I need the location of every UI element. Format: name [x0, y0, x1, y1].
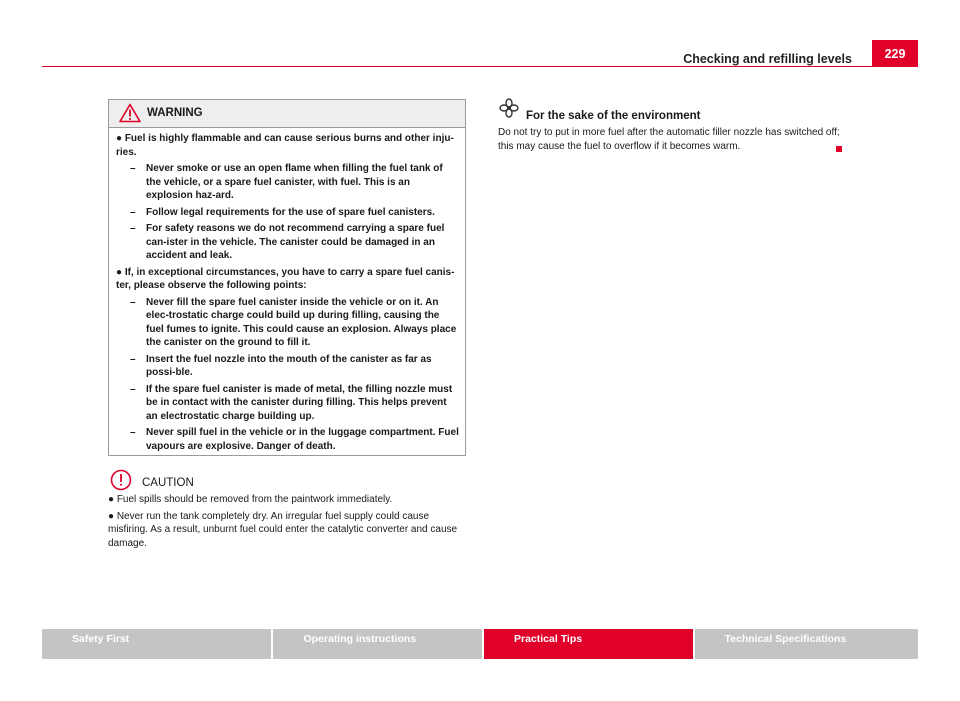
warning-subitem — [116, 162, 459, 203]
caution-body — [108, 493, 468, 553]
environment-text: Do not try to put in more fuel after the automatic filler nozzle has switched off; this may cause the fuel to overflow if it becomes warm. — [498, 127, 840, 152]
warning-subitem — [116, 383, 459, 424]
warning-header — [109, 100, 465, 128]
section-title: Checking and refilling levels — [683, 52, 852, 66]
dash-marker: – — [130, 427, 136, 438]
warning-item-text: For safety reasons we do not recommend carrying a spare fuel can-ister in the vehicle. The canister could be damaged in an accident and leak. — [146, 223, 445, 261]
page-number: 229 — [872, 40, 918, 67]
section-end-marker — [836, 146, 842, 152]
exclamation-circle-icon — [110, 469, 132, 491]
warning-item — [116, 132, 459, 159]
warning-item-text: Insert the fuel nozzle into the mouth of the canister as far as possi-ble. — [146, 353, 432, 378]
environment-title: For the sake of the environment — [526, 110, 701, 122]
warning-subitem — [116, 296, 459, 350]
warning-subitem — [116, 222, 459, 263]
warning-box — [108, 99, 466, 456]
caution-item-text: Fuel spills should be removed from the paintwork immediately. — [116, 494, 393, 505]
warning-title: WARNING — [147, 107, 203, 119]
flower-icon — [499, 98, 519, 118]
warning-item-text: Fuel is highly flammable and can cause serious burns and other inju-ries. — [116, 133, 454, 158]
header-rule — [42, 66, 918, 67]
dash-marker: – — [130, 296, 136, 308]
caution-title: CAUTION — [142, 477, 194, 489]
warning-item-text: Follow legal requirements for the use of spare fuel canisters. — [146, 206, 435, 218]
warning-item-text: If, in exceptional circumstances, you have to carry a spare fuel canis-ter, please observe the following points: — [116, 266, 455, 291]
warning-item-text: If the spare fuel canister is made of metal, the filling nozzle must be in contact with the canister during filling. This helps prevent an electrostatic charge building up. — [146, 383, 453, 422]
warning-subitem — [116, 426, 459, 453]
warning-body — [109, 128, 465, 453]
dash-marker: – — [130, 383, 136, 395]
footer-tab-practical-tips[interactable]: Practical Tips — [484, 629, 693, 659]
caution-item — [108, 493, 468, 507]
dash-marker: – — [130, 206, 136, 218]
dash-marker: – — [130, 353, 136, 365]
dash-marker: – — [130, 163, 136, 174]
footer-nav — [42, 629, 918, 659]
bullet-marker: ● — [116, 266, 125, 278]
caution-item-text: Never run the tank completely dry. An irregular fuel supply could cause misfiring. As a result, unburnt fuel could enter the catalytic converter and cause damage. — [108, 510, 458, 549]
footer-tab-operating-instructions[interactable]: Operating instructions — [273, 629, 482, 659]
bullet-marker: ● — [108, 510, 117, 522]
warning-subitem — [116, 353, 459, 380]
bullet-marker: ● — [108, 494, 117, 505]
warning-item-text: Never fill the spare fuel canister inside the vehicle or on it. An elec-trostatic charge could build up during filling, causing the fuel fumes to ignite. This could cause an explosion. Always place the canister on the ground to fill it. — [146, 296, 457, 348]
dash-marker: – — [130, 223, 136, 234]
warning-triangle-icon — [119, 103, 141, 123]
footer-tab-technical-specifications[interactable]: Technical Specifications — [695, 629, 918, 659]
warning-subitem — [116, 206, 459, 220]
bullet-marker: ● — [116, 133, 125, 144]
warning-item-text: Never smoke or use an open flame when filling the fuel tank of the vehicle, or a spare fuel canister, with fuel. This is an explosion haz-ard. — [146, 163, 443, 201]
footer-tab-safety-first[interactable]: Safety First — [42, 629, 271, 659]
caution-item — [108, 510, 468, 551]
warning-item — [116, 266, 459, 293]
warning-item-text: Never spill fuel in the vehicle or in the luggage compartment. Fuel vapours are explosive. Danger of death. — [146, 427, 459, 452]
